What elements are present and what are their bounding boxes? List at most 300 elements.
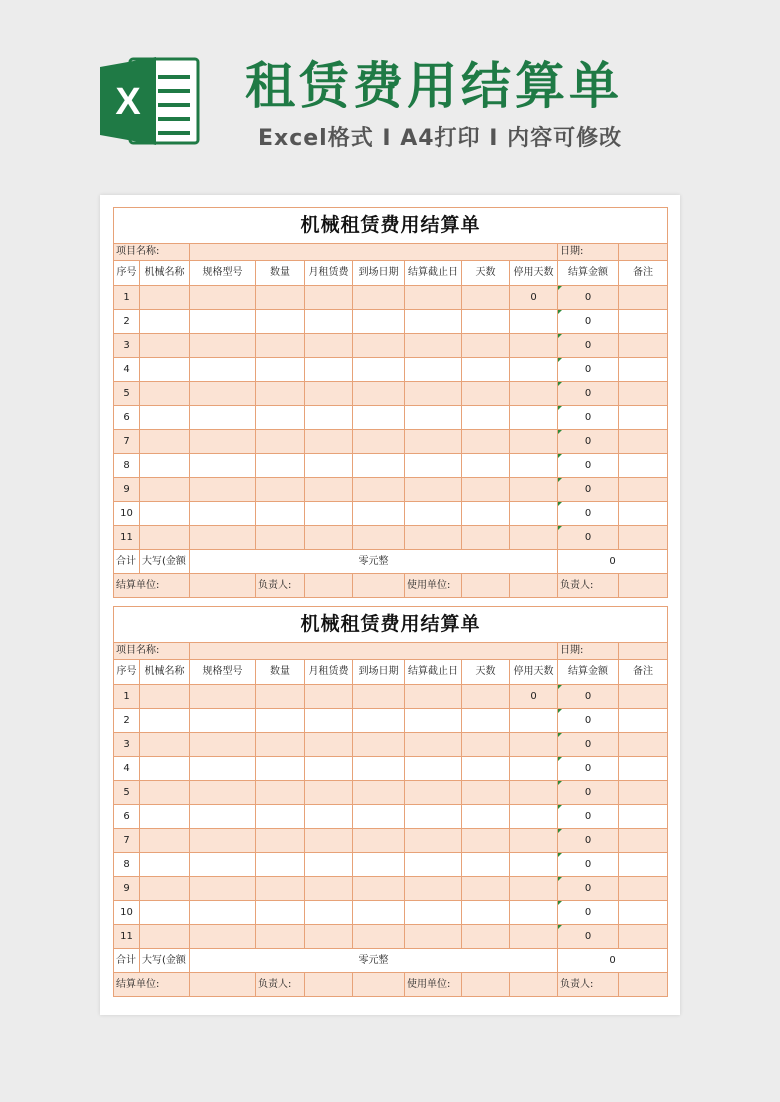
data-cell[interactable]: [256, 901, 305, 925]
total-amount-value[interactable]: 0: [558, 550, 668, 574]
remark-cell[interactable]: [619, 805, 668, 829]
data-cell[interactable]: [140, 430, 190, 454]
date-label: 日期:: [558, 643, 619, 660]
data-cell[interactable]: [305, 430, 353, 454]
column-header: 到场日期: [353, 660, 405, 685]
data-cell[interactable]: [353, 709, 405, 733]
excel-logo-icon: [100, 57, 200, 145]
data-cell[interactable]: [353, 502, 405, 526]
remark-cell[interactable]: [619, 877, 668, 901]
row-number: 11: [114, 925, 140, 949]
table-row: [114, 685, 668, 709]
data-cell[interactable]: [256, 478, 305, 502]
data-cell[interactable]: [405, 853, 462, 877]
amount-cell[interactable]: 0: [558, 310, 619, 334]
amount-cell[interactable]: 0: [558, 901, 619, 925]
data-cell[interactable]: [353, 829, 405, 853]
blank-cell[interactable]: [353, 574, 405, 598]
stop-days-cell[interactable]: [510, 733, 558, 757]
stop-days-cell[interactable]: [510, 853, 558, 877]
stop-days-cell[interactable]: [510, 454, 558, 478]
table-row: [114, 781, 668, 805]
column-header: 结算截止日: [405, 660, 462, 685]
amount-cell[interactable]: 0: [558, 733, 619, 757]
user-unit-field[interactable]: [462, 973, 510, 997]
data-cell[interactable]: [256, 334, 305, 358]
data-cell[interactable]: [256, 382, 305, 406]
row-number: 4: [114, 757, 140, 781]
data-cell[interactable]: [462, 526, 510, 550]
data-cell[interactable]: [305, 757, 353, 781]
row-number: 1: [114, 685, 140, 709]
data-cell[interactable]: [405, 478, 462, 502]
row-number: 7: [114, 829, 140, 853]
amount-cell[interactable]: 0: [558, 454, 619, 478]
data-cell[interactable]: [190, 454, 256, 478]
stop-days-cell[interactable]: [510, 526, 558, 550]
data-cell[interactable]: [256, 685, 305, 709]
remark-cell[interactable]: [619, 925, 668, 949]
amount-cell[interactable]: 0: [558, 334, 619, 358]
data-cell[interactable]: [405, 382, 462, 406]
table-row: [114, 526, 668, 550]
table-row: [114, 757, 668, 781]
data-cell[interactable]: [140, 358, 190, 382]
data-cell[interactable]: [305, 805, 353, 829]
data-cell[interactable]: [353, 286, 405, 310]
data-cell[interactable]: [405, 709, 462, 733]
data-cell[interactable]: [190, 310, 256, 334]
data-cell[interactable]: [405, 829, 462, 853]
capital-amount-value[interactable]: 零元整: [190, 550, 558, 574]
stop-days-cell[interactable]: [510, 877, 558, 901]
remark-cell[interactable]: [619, 829, 668, 853]
data-cell[interactable]: [462, 406, 510, 430]
data-cell[interactable]: [190, 526, 256, 550]
data-cell[interactable]: [256, 358, 305, 382]
project-name-label: 项目名称:: [114, 244, 190, 261]
row-number: 5: [114, 781, 140, 805]
data-cell[interactable]: [462, 310, 510, 334]
data-cell[interactable]: [353, 877, 405, 901]
data-cell[interactable]: [405, 781, 462, 805]
table-row: [114, 829, 668, 853]
data-cell[interactable]: [140, 286, 190, 310]
data-cell[interactable]: [405, 757, 462, 781]
data-cell[interactable]: [462, 685, 510, 709]
data-cell[interactable]: [405, 334, 462, 358]
stop-days-cell[interactable]: [510, 334, 558, 358]
remark-cell[interactable]: [619, 358, 668, 382]
table-row: [114, 502, 668, 526]
remark-cell[interactable]: [619, 382, 668, 406]
data-cell[interactable]: [405, 685, 462, 709]
project-name-field[interactable]: [190, 244, 558, 261]
data-cell[interactable]: [256, 430, 305, 454]
amount-cell[interactable]: 0: [558, 382, 619, 406]
capital-amount-label: 大写(金额: [140, 949, 190, 973]
data-cell[interactable]: [305, 877, 353, 901]
responsible-person-field[interactable]: [305, 973, 353, 997]
data-cell[interactable]: [462, 478, 510, 502]
table-row: [114, 709, 668, 733]
data-cell[interactable]: [140, 901, 190, 925]
data-cell[interactable]: [353, 310, 405, 334]
column-header: 结算金额: [558, 261, 619, 286]
data-cell[interactable]: [462, 334, 510, 358]
data-cell[interactable]: [190, 805, 256, 829]
table-row: [114, 925, 668, 949]
data-cell[interactable]: [462, 286, 510, 310]
data-cell[interactable]: [353, 334, 405, 358]
settlement-unit-field[interactable]: [190, 574, 256, 598]
data-cell[interactable]: [462, 829, 510, 853]
data-cell[interactable]: [190, 757, 256, 781]
responsible-person-field-2[interactable]: [619, 973, 668, 997]
column-header: 天数: [462, 261, 510, 286]
data-cell[interactable]: [353, 757, 405, 781]
column-header: 备注: [619, 261, 668, 286]
date-field[interactable]: [619, 244, 668, 261]
amount-cell[interactable]: 0: [558, 478, 619, 502]
column-header: 月租赁费: [305, 261, 353, 286]
data-cell[interactable]: [405, 430, 462, 454]
data-cell[interactable]: [305, 526, 353, 550]
data-cell[interactable]: [353, 430, 405, 454]
banner-subtitle: Excel格式 I A4打印 I 内容可修改: [258, 126, 623, 151]
project-name-field[interactable]: [190, 643, 558, 660]
stop-days-cell[interactable]: [510, 358, 558, 382]
data-cell[interactable]: [462, 733, 510, 757]
data-cell[interactable]: [405, 502, 462, 526]
data-cell[interactable]: [305, 901, 353, 925]
data-cell[interactable]: [190, 829, 256, 853]
table-row: [114, 286, 668, 310]
data-cell[interactable]: [462, 781, 510, 805]
data-cell[interactable]: [190, 406, 256, 430]
table-row: [114, 454, 668, 478]
data-cell[interactable]: [140, 334, 190, 358]
column-header: 结算截止日: [405, 261, 462, 286]
remark-cell[interactable]: [619, 406, 668, 430]
date-field[interactable]: [619, 643, 668, 660]
data-cell[interactable]: [462, 925, 510, 949]
table-row: [114, 877, 668, 901]
settlement-table: [113, 606, 668, 997]
data-cell[interactable]: [353, 358, 405, 382]
data-cell[interactable]: [256, 310, 305, 334]
data-cell[interactable]: [405, 877, 462, 901]
data-cell[interactable]: [462, 502, 510, 526]
data-cell[interactable]: [256, 853, 305, 877]
data-cell[interactable]: [190, 286, 256, 310]
amount-cell[interactable]: 0: [558, 685, 619, 709]
remark-cell[interactable]: [619, 853, 668, 877]
data-cell[interactable]: [462, 757, 510, 781]
amount-cell[interactable]: 0: [558, 757, 619, 781]
data-cell[interactable]: [140, 685, 190, 709]
data-cell[interactable]: [405, 310, 462, 334]
data-cell[interactable]: [140, 829, 190, 853]
table-row: [114, 430, 668, 454]
blank-cell[interactable]: [353, 973, 405, 997]
capital-amount-label: 大写(金额: [140, 550, 190, 574]
data-cell[interactable]: [462, 454, 510, 478]
amount-cell[interactable]: 0: [558, 877, 619, 901]
blank-cell[interactable]: [510, 973, 558, 997]
data-cell[interactable]: [305, 454, 353, 478]
stop-days-cell[interactable]: [510, 805, 558, 829]
data-cell[interactable]: [190, 901, 256, 925]
data-cell[interactable]: [190, 502, 256, 526]
stop-days-cell[interactable]: [510, 478, 558, 502]
data-cell[interactable]: [190, 478, 256, 502]
stop-days-cell[interactable]: [510, 709, 558, 733]
amount-cell[interactable]: 0: [558, 526, 619, 550]
settlement-unit-field[interactable]: [190, 973, 256, 997]
data-cell[interactable]: [256, 454, 305, 478]
data-cell[interactable]: [305, 478, 353, 502]
remark-cell[interactable]: [619, 685, 668, 709]
data-cell[interactable]: [140, 805, 190, 829]
data-cell[interactable]: [190, 382, 256, 406]
data-cell[interactable]: [190, 781, 256, 805]
data-cell[interactable]: [190, 334, 256, 358]
data-cell[interactable]: [462, 805, 510, 829]
data-cell[interactable]: [256, 805, 305, 829]
amount-cell[interactable]: 0: [558, 286, 619, 310]
data-cell[interactable]: [305, 310, 353, 334]
data-cell[interactable]: [256, 757, 305, 781]
table-row: [114, 406, 668, 430]
table-row: [114, 805, 668, 829]
data-cell[interactable]: [140, 310, 190, 334]
row-number: 4: [114, 358, 140, 382]
data-cell[interactable]: [256, 526, 305, 550]
data-cell[interactable]: [305, 733, 353, 757]
data-cell[interactable]: [462, 901, 510, 925]
data-cell[interactable]: [305, 502, 353, 526]
stop-days-cell[interactable]: 0: [510, 685, 558, 709]
data-cell[interactable]: [462, 358, 510, 382]
data-cell[interactable]: [256, 709, 305, 733]
data-cell[interactable]: [140, 502, 190, 526]
data-cell[interactable]: [305, 853, 353, 877]
data-cell[interactable]: [190, 430, 256, 454]
data-cell[interactable]: [462, 853, 510, 877]
data-cell[interactable]: [305, 829, 353, 853]
data-cell[interactable]: [305, 286, 353, 310]
data-cell[interactable]: [140, 781, 190, 805]
amount-cell[interactable]: 0: [558, 925, 619, 949]
data-cell[interactable]: [190, 358, 256, 382]
data-cell[interactable]: [405, 526, 462, 550]
row-number: 7: [114, 430, 140, 454]
row-number: 3: [114, 733, 140, 757]
data-cell[interactable]: [353, 853, 405, 877]
responsible-person-field[interactable]: [305, 574, 353, 598]
stop-days-cell[interactable]: [510, 757, 558, 781]
amount-cell[interactable]: 0: [558, 430, 619, 454]
data-cell[interactable]: [256, 925, 305, 949]
spreadsheet-page: [100, 195, 680, 1015]
data-cell[interactable]: [256, 829, 305, 853]
sheet-title: 机械租赁费用结算单: [114, 208, 668, 244]
stop-days-cell[interactable]: [510, 406, 558, 430]
data-cell[interactable]: [405, 286, 462, 310]
responsible-person-label-2: 负责人:: [558, 973, 619, 997]
remark-cell[interactable]: [619, 901, 668, 925]
table-row: [114, 901, 668, 925]
blank-cell[interactable]: [510, 574, 558, 598]
data-cell[interactable]: [140, 925, 190, 949]
capital-amount-value[interactable]: 零元整: [190, 949, 558, 973]
stop-days-cell[interactable]: [510, 382, 558, 406]
data-cell[interactable]: [190, 733, 256, 757]
data-cell[interactable]: [353, 382, 405, 406]
remark-cell[interactable]: [619, 757, 668, 781]
remark-cell[interactable]: [619, 526, 668, 550]
user-unit-field[interactable]: [462, 574, 510, 598]
data-cell[interactable]: [140, 382, 190, 406]
date-label: 日期:: [558, 244, 619, 261]
column-header: 停用天数: [510, 660, 558, 685]
row-number: 10: [114, 901, 140, 925]
amount-cell[interactable]: 0: [558, 853, 619, 877]
data-cell[interactable]: [353, 901, 405, 925]
data-cell[interactable]: [256, 406, 305, 430]
data-cell[interactable]: [305, 685, 353, 709]
data-cell[interactable]: [190, 925, 256, 949]
data-cell[interactable]: [305, 925, 353, 949]
data-cell[interactable]: [353, 925, 405, 949]
remark-cell[interactable]: [619, 709, 668, 733]
remark-cell[interactable]: [619, 502, 668, 526]
amount-cell[interactable]: 0: [558, 829, 619, 853]
data-cell[interactable]: [140, 478, 190, 502]
data-cell[interactable]: [353, 454, 405, 478]
data-cell[interactable]: [140, 877, 190, 901]
data-cell[interactable]: [462, 709, 510, 733]
remark-cell[interactable]: [619, 733, 668, 757]
remark-cell[interactable]: [619, 334, 668, 358]
data-cell[interactable]: [190, 877, 256, 901]
remark-cell[interactable]: [619, 478, 668, 502]
table-row: [114, 310, 668, 334]
column-header: 数量: [256, 660, 305, 685]
data-cell[interactable]: [462, 382, 510, 406]
column-header: 停用天数: [510, 261, 558, 286]
data-cell[interactable]: [353, 526, 405, 550]
column-header: 规格型号: [190, 261, 256, 286]
data-cell[interactable]: [353, 781, 405, 805]
table-row: [114, 334, 668, 358]
data-cell[interactable]: [353, 733, 405, 757]
column-header: 机械名称: [140, 660, 190, 685]
row-number: 9: [114, 478, 140, 502]
data-cell[interactable]: [190, 709, 256, 733]
amount-cell[interactable]: 0: [558, 709, 619, 733]
responsible-person-field-2[interactable]: [619, 574, 668, 598]
stop-days-cell[interactable]: 0: [510, 286, 558, 310]
stop-days-cell[interactable]: [510, 310, 558, 334]
data-cell[interactable]: [353, 685, 405, 709]
amount-cell[interactable]: 0: [558, 781, 619, 805]
remark-cell[interactable]: [619, 454, 668, 478]
data-cell[interactable]: [462, 877, 510, 901]
data-cell[interactable]: [405, 901, 462, 925]
data-cell[interactable]: [256, 286, 305, 310]
row-number: 2: [114, 709, 140, 733]
data-cell[interactable]: [190, 685, 256, 709]
data-cell[interactable]: [305, 781, 353, 805]
data-cell[interactable]: [462, 430, 510, 454]
data-cell[interactable]: [140, 757, 190, 781]
remark-cell[interactable]: [619, 781, 668, 805]
data-cell[interactable]: [140, 709, 190, 733]
data-cell[interactable]: [405, 805, 462, 829]
amount-cell[interactable]: 0: [558, 358, 619, 382]
stop-days-cell[interactable]: [510, 901, 558, 925]
data-cell[interactable]: [353, 406, 405, 430]
data-cell[interactable]: [140, 526, 190, 550]
data-cell[interactable]: [405, 358, 462, 382]
settlement-table: [113, 207, 668, 598]
data-cell[interactable]: [305, 406, 353, 430]
total-amount-value[interactable]: 0: [558, 949, 668, 973]
data-cell[interactable]: [256, 781, 305, 805]
data-cell[interactable]: [405, 406, 462, 430]
remark-cell[interactable]: [619, 286, 668, 310]
stop-days-cell[interactable]: [510, 925, 558, 949]
data-cell[interactable]: [140, 733, 190, 757]
data-cell[interactable]: [405, 733, 462, 757]
sheet-title: 机械租赁费用结算单: [114, 607, 668, 643]
stop-days-cell[interactable]: [510, 430, 558, 454]
amount-cell[interactable]: 0: [558, 406, 619, 430]
data-cell[interactable]: [305, 382, 353, 406]
settlement-sheet-1: [113, 207, 667, 603]
data-cell[interactable]: [140, 454, 190, 478]
data-cell[interactable]: [256, 502, 305, 526]
total-label: 合计: [114, 949, 140, 973]
data-cell[interactable]: [405, 454, 462, 478]
remark-cell[interactable]: [619, 430, 668, 454]
stop-days-cell[interactable]: [510, 829, 558, 853]
stop-days-cell[interactable]: [510, 781, 558, 805]
data-cell[interactable]: [305, 334, 353, 358]
amount-cell[interactable]: 0: [558, 502, 619, 526]
data-cell[interactable]: [140, 853, 190, 877]
column-header: 备注: [619, 660, 668, 685]
data-cell[interactable]: [140, 406, 190, 430]
stop-days-cell[interactable]: [510, 502, 558, 526]
data-cell[interactable]: [405, 925, 462, 949]
row-number: 5: [114, 382, 140, 406]
data-cell[interactable]: [256, 733, 305, 757]
data-cell[interactable]: [353, 805, 405, 829]
data-cell[interactable]: [256, 877, 305, 901]
amount-cell[interactable]: 0: [558, 805, 619, 829]
data-cell[interactable]: [305, 709, 353, 733]
data-cell[interactable]: [353, 478, 405, 502]
remark-cell[interactable]: [619, 310, 668, 334]
data-cell[interactable]: [190, 853, 256, 877]
table-row: [114, 478, 668, 502]
row-number: 6: [114, 805, 140, 829]
data-cell[interactable]: [305, 358, 353, 382]
row-number: 10: [114, 502, 140, 526]
